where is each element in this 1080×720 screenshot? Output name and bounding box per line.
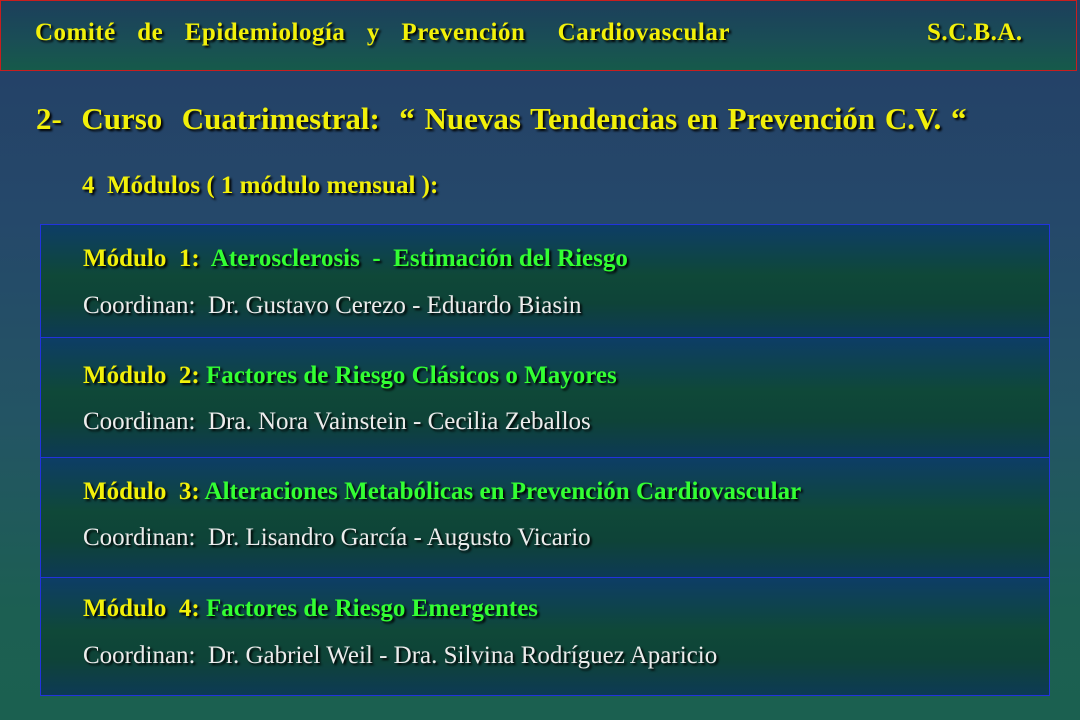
module-coordinators: Coordinan: Dr. Gustavo Cerezo - Eduardo Biasin <box>83 292 582 319</box>
module-topic: Factores de Riesgo Clásicos o Mayores <box>199 362 617 389</box>
module-topic: Aterosclerosis - Estimación del Riesgo <box>199 245 628 272</box>
module-coordinators: Coordinan: Dra. Nora Vainstein - Cecilia Zeballos <box>83 408 591 435</box>
module-coordinators: Coordinan: Dr. Lisandro García - Augusto Vicario <box>83 524 591 551</box>
module-label: Módulo 1: <box>83 245 200 272</box>
module-label: Módulo 4: <box>83 595 200 622</box>
modules-table <box>40 224 1050 696</box>
committee-title: Comité de Epidemiología y Prevención Cardiovascular <box>35 19 730 46</box>
module-label: Módulo 3: <box>83 478 200 505</box>
module-topic: Factores de Riesgo Emergentes <box>199 595 539 622</box>
module-3 <box>41 457 1049 577</box>
modules-count: 4 Módulos ( 1 módulo mensual ): <box>82 172 439 199</box>
module-2 <box>41 337 1049 457</box>
module-coordinators: Coordinan: Dr. Gabriel Weil - Dra. Silvina Rodríguez Aparicio <box>83 642 718 669</box>
module-label: Módulo 2: <box>83 362 200 389</box>
course-title: 2- Curso Cuatrimestral: “ Nuevas Tendencias en Prevención C.V. “ <box>36 101 967 136</box>
module-heading <box>83 595 538 623</box>
header-bar <box>0 0 1077 71</box>
module-heading <box>83 478 801 506</box>
organization-acronym: S.C.B.A. <box>927 19 1023 46</box>
module-topic: Alteraciones Metabólicas en Prevención Cardiovascular <box>199 478 802 505</box>
module-4 <box>41 577 1049 695</box>
module-heading <box>83 362 617 390</box>
module-heading <box>83 245 628 273</box>
module-1 <box>41 225 1049 337</box>
